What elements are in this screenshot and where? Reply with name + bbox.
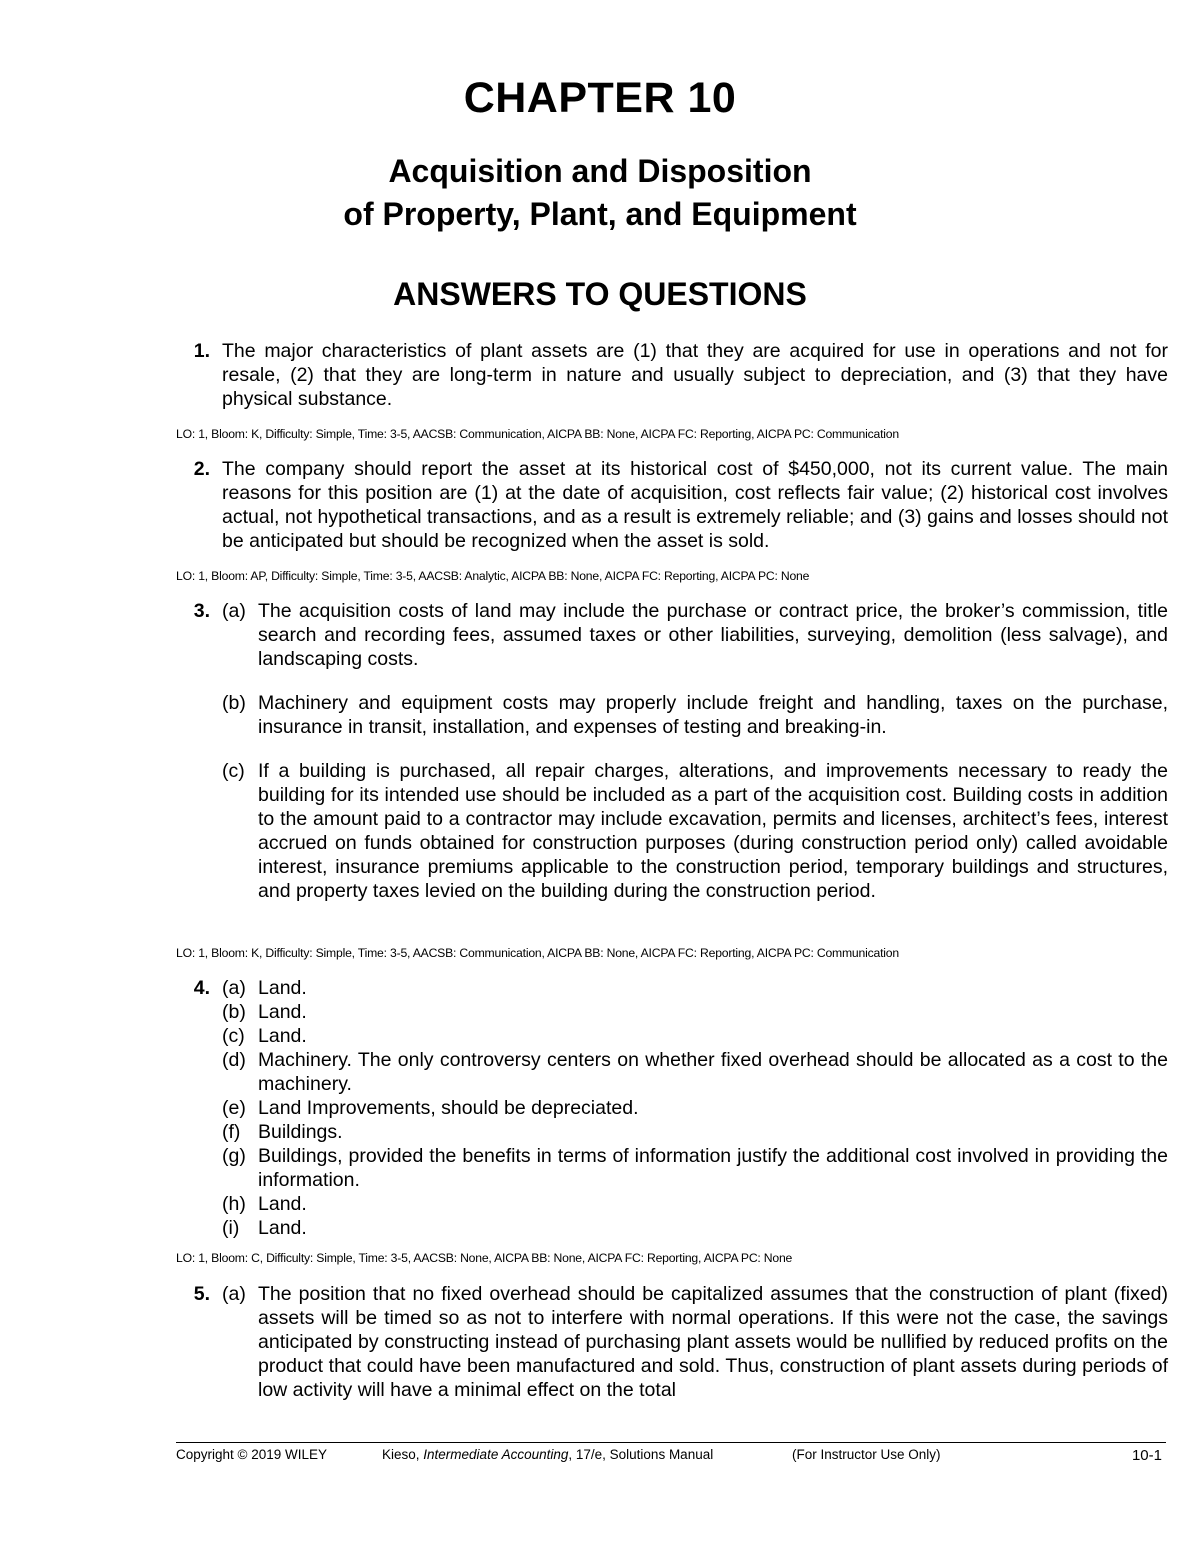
- question-5: [170, 1282, 1168, 1402]
- question-number: 2.: [193, 458, 210, 480]
- answer-body: [222, 976, 1168, 1240]
- answer-text: The major characteristics of plant assets are (1) that they are acquired for use in operations and not for resale, (2) that they are long-term in nature and usually subject to depreciation, and (3) that they have physical substance.: [222, 340, 1168, 410]
- part-text: The acquisition costs of land may include the purchase or contract price, the broker’s commission, title search and recording fees, assumed taxes or other liabilities, surveying, demolition (less salvage), and landscaping costs.: [258, 600, 1168, 670]
- book-title: Intermediate Accounting: [423, 1447, 569, 1462]
- part-text: Land.: [258, 977, 307, 999]
- question-number: 3.: [193, 600, 210, 622]
- learning-objective-tag: LO: 1, Bloom: AP, Difficulty: Simple, Time: 3-5, AACSB: Analytic, AICPA BB: None, AICPA FC: Reporting, AICPA PC: None: [176, 569, 810, 583]
- answer-part-d: [222, 1048, 1168, 1096]
- part-label: (c): [222, 1025, 245, 1047]
- part-text: Buildings, provided the benefits in terms of information justify the additional cost involved in providing the information.: [258, 1145, 1168, 1191]
- learning-objective-tag: LO: 1, Bloom: C, Difficulty: Simple, Time: 3-5, AACSB: None, AICPA BB: None, AICPA FC: Reporting, AICPA PC: None: [176, 1251, 793, 1265]
- answer-text: The company should report the asset at its historical cost of $450,000, not its current value. The main reasons for this position are (1) at the date of acquisition, cost reflects fair value; (2) historical cost involves actual, not hypothetical transactions, and as a result is extremely reliable; and (3) gains and losses should not be anticipated but should be recognized when the asset is sold.: [222, 458, 1168, 552]
- part-text: If a building is purchased, all repair charges, alterations, and improvements necessary to ready the building for its intended use should be included as a part of the acquisition cost. Building costs in addition to the amount paid to a contractor may include excavation, permits and licenses, architect’s fees, interest accrued on funds obtained for construction purposes (during construction period only) called avoidable interest, insurance premiums applicable to the construction period, temporary buildings and structures, and property taxes levied on the building during the construction period.: [258, 760, 1168, 902]
- book-author: Kieso,: [382, 1447, 424, 1462]
- chapter-subtitle: [0, 150, 1200, 236]
- question-1: [170, 339, 1168, 411]
- question-number: 4.: [193, 977, 210, 999]
- chapter-heading: CHAPTER 10: [463, 74, 737, 122]
- copyright-notice: Copyright © 2019 WILEY: [176, 1447, 328, 1462]
- answer-part-b: [222, 1000, 1168, 1024]
- part-text: Buildings.: [258, 1121, 343, 1143]
- question-number: 1.: [193, 340, 210, 362]
- part-label: (e): [222, 1097, 246, 1119]
- answer-part-g: [222, 1144, 1168, 1192]
- book-citation: [382, 1447, 713, 1462]
- part-label: (i): [222, 1217, 240, 1239]
- part-text: Land.: [258, 1217, 307, 1239]
- answer-body: [222, 599, 1168, 903]
- part-text: Machinery and equipment costs may properly include freight and handling, taxes on the purchase, insurance in transit, installation, and expenses of testing and breaking-in.: [258, 692, 1168, 738]
- book-edition: , 17/e, Solutions Manual: [568, 1447, 714, 1462]
- part-label: (a): [222, 600, 246, 622]
- question-4: [170, 976, 1168, 1240]
- part-text: Machinery. The only controversy centers on whether fixed overhead should be allocated as a cost to the machinery.: [258, 1049, 1168, 1095]
- part-label: (a): [222, 1283, 246, 1305]
- learning-objective-tag: LO: 1, Bloom: K, Difficulty: Simple, Time: 3-5, AACSB: Communication, AICPA BB: None, AICPA FC: Reporting, AICPA PC: Communication: [176, 427, 899, 441]
- question-2: [170, 457, 1168, 553]
- page-number: 10-1: [1131, 1447, 1162, 1464]
- part-text: Land.: [258, 1025, 307, 1047]
- subtitle-line-1: Acquisition and Disposition: [388, 153, 812, 189]
- part-label: (a): [222, 977, 246, 999]
- footer-divider: [176, 1442, 1166, 1443]
- question-3: [170, 599, 1168, 903]
- answer-part-c: [222, 759, 1168, 903]
- part-text: Land.: [258, 1193, 307, 1215]
- learning-objective-tag: LO: 1, Bloom: K, Difficulty: Simple, Time: 3-5, AACSB: Communication, AICPA BB: None, AICPA FC: Reporting, AICPA PC: Communication: [176, 946, 899, 960]
- answer-part-e: [222, 1096, 1168, 1120]
- part-text: The position that no fixed overhead should be capitalized assumes that the construction of plant (fixed) assets will be timed so as not to interfere with normal operations. If this were not the case, the savings anticipated by constructing instead of purchasing plant assets would be nullified by reduced profits on the product that could have been manufactured and sold. Thus, construction of plant assets during periods of low activity will have a minimal effect on the total: [258, 1283, 1168, 1401]
- question-number: 5.: [193, 1283, 210, 1305]
- answer-part-b: [222, 691, 1168, 739]
- usage-notice: (For Instructor Use Only): [792, 1447, 941, 1462]
- answer-body: [222, 1282, 1168, 1402]
- part-label: (b): [222, 1001, 246, 1023]
- part-label: (f): [222, 1121, 241, 1143]
- answer-part-a: [222, 599, 1168, 671]
- part-text: Land.: [258, 1001, 307, 1023]
- part-label: (d): [222, 1049, 246, 1071]
- answer-part-h: [222, 1192, 1168, 1216]
- subtitle-line-2: of Property, Plant, and Equipment: [343, 196, 857, 232]
- part-label: (g): [222, 1145, 246, 1167]
- answer-part-a: [222, 1282, 1168, 1402]
- section-heading: ANSWERS TO QUESTIONS: [393, 276, 807, 312]
- answer-part-i: [222, 1216, 1168, 1240]
- part-text: Land Improvements, should be depreciated.: [258, 1097, 639, 1119]
- answer-part-c: [222, 1024, 1168, 1048]
- part-label: (h): [222, 1193, 246, 1215]
- answer-part-a: [222, 976, 1168, 1000]
- part-label: (c): [222, 760, 245, 782]
- part-label: (b): [222, 692, 246, 714]
- answer-part-f: [222, 1120, 1168, 1144]
